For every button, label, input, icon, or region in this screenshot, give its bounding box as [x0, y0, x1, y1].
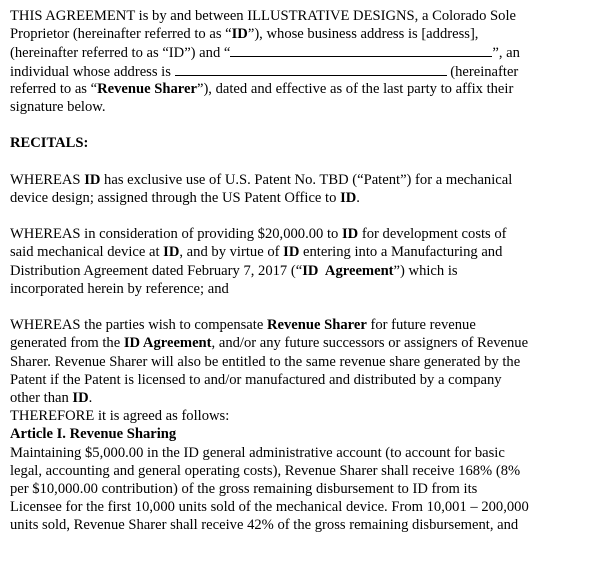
spacer	[10, 207, 588, 225]
spacer	[10, 153, 588, 171]
article-1-line-2: legal, accounting and general operating costs), Revenue Sharer shall receive 168% (8%	[10, 462, 521, 479]
address-blank[interactable]	[175, 62, 447, 76]
therefore-line: THEREFORE it is agreed as follows:	[10, 408, 230, 425]
article-1-line-4: Licensee for the first 10,000 units sold of the mechanical device. From 10,001 – 200,000	[10, 499, 529, 516]
spacer	[10, 298, 588, 316]
whereas-2-line-4: incorporated herein by reference; and	[10, 280, 229, 297]
whereas-3-line-1: WHEREAS the parties wish to compensate Revenue Sharer for future revenue	[10, 317, 476, 334]
whereas-3-line-2: generated from the ID Agreement, and/or any future successors or assigners of Revenue	[10, 335, 529, 352]
whereas-3-line-5: other than ID.	[10, 389, 93, 406]
agreement-document	[10, 7, 588, 534]
intro-line-1: THIS AGREEMENT is by and between ILLUSTRATIVE DESIGNS, a Colorado Sole	[10, 8, 516, 24]
article-1-line-3: per $10,000.00 contribution) of the gross remaining disbursement to ID from its	[10, 480, 478, 497]
whereas-paragraph-3	[10, 316, 588, 407]
revenue-sharer-term: Revenue Sharer	[97, 80, 197, 97]
id-term: ID	[231, 26, 248, 43]
intro-line-6: signature below.	[10, 98, 106, 115]
whereas-2-line-1: WHEREAS in consideration of providing $20,000.00 to ID for development costs of	[10, 226, 507, 243]
intro-line-4: individual whose address is (hereinafter	[10, 63, 519, 80]
intro-line-2: Proprietor (hereinafter referred to as “ID”), whose business address is [address],	[10, 26, 479, 43]
whereas-2-line-3: Distribution Agreement dated February 7, 2017 (“ID Agreement”) which is	[10, 262, 458, 279]
whereas-1-line-1: WHEREAS ID has exclusive use of U.S. Patent No. TBD (“Patent”) for a mechanical	[10, 171, 513, 188]
whereas-3-line-3: Sharer. Revenue Sharer will also be entitled to the same revenue share generated by the	[10, 353, 521, 370]
spacer	[10, 116, 588, 134]
party-name-blank[interactable]	[230, 43, 492, 57]
whereas-2-line-2: said mechanical device at ID, and by virtue of ID entering into a Manufacturing and	[10, 244, 503, 261]
whereas-paragraph-1	[10, 171, 588, 207]
article-1	[10, 425, 588, 534]
intro-line-3: (hereinafter referred to as “ID”) and “ ”, an	[10, 45, 520, 62]
article-1-line-1: Maintaining $5,000.00 in the ID general administrative account (to account for basic	[10, 444, 505, 461]
recitals-heading: RECITALS:	[10, 135, 89, 152]
article-1-heading: Article I. Revenue Sharing	[10, 426, 177, 443]
intro-line-5: referred to as “Revenue Sharer”), dated and effective as of the last party to affix their	[10, 80, 514, 97]
whereas-3-line-4: Patent if the Patent is licensed to and/or manufactured and distributed by a company	[10, 371, 502, 388]
whereas-1-line-2: device design; assigned through the US Patent Office to ID.	[10, 189, 360, 206]
intro-paragraph	[10, 7, 588, 116]
whereas-paragraph-2	[10, 225, 588, 298]
article-1-line-5: units sold, Revenue Sharer shall receive 42% of the gross remaining disbursement, and	[10, 517, 519, 534]
